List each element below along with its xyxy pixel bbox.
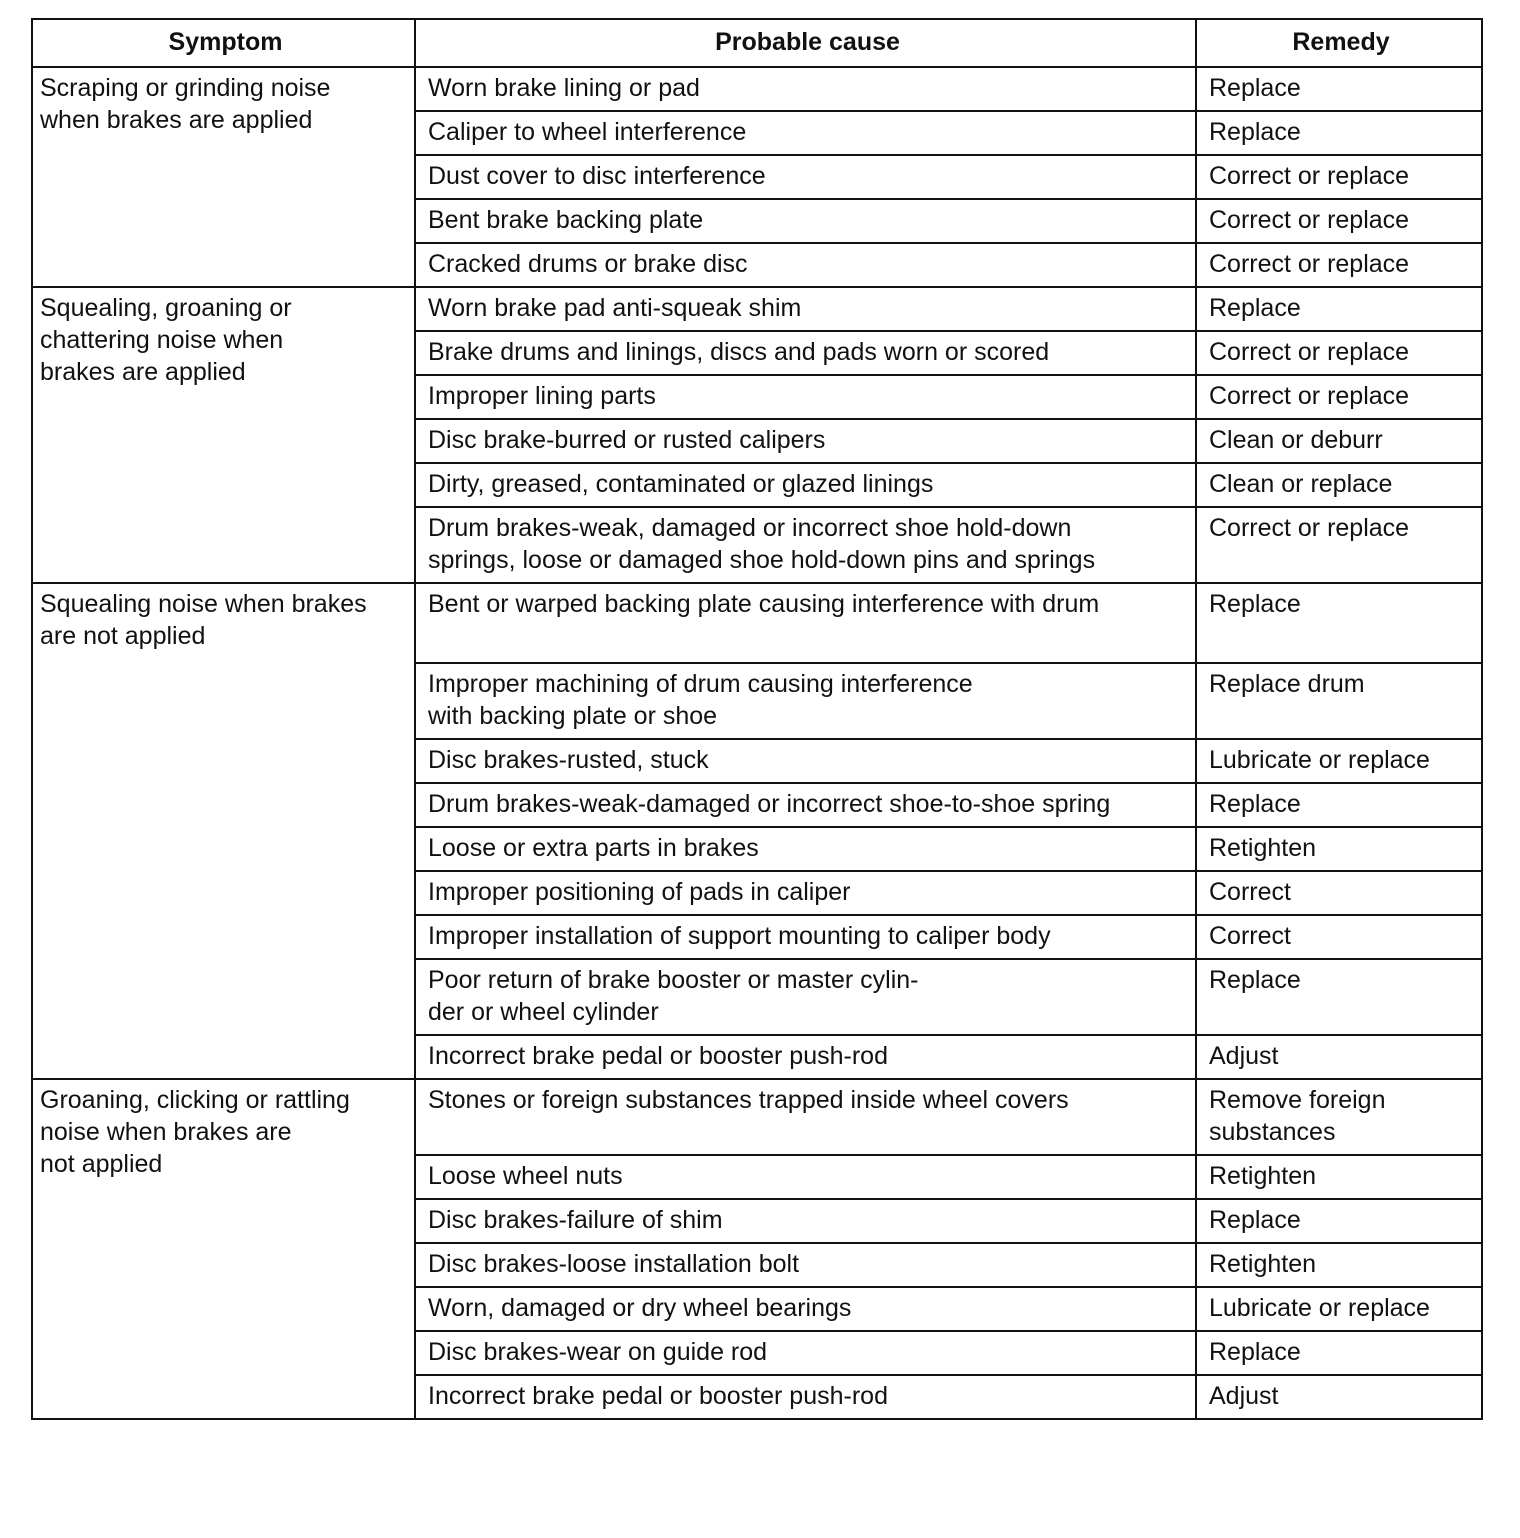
cause-header: Probable cause bbox=[415, 19, 1196, 67]
table-row bbox=[32, 287, 1482, 331]
remedy-cell: Replace bbox=[1196, 1331, 1482, 1375]
cause-cell: Incorrect brake pedal or booster push-rod bbox=[415, 1035, 1196, 1079]
remedy-cell: Replace bbox=[1196, 287, 1482, 331]
remedy-cell: Clean or deburr bbox=[1196, 419, 1482, 463]
cause-cell: Poor return of brake booster or master cylin- der or wheel cylinder bbox=[415, 959, 1196, 1035]
cause-cell: Brake drums and linings, discs and pads worn or scored bbox=[415, 331, 1196, 375]
remedy-cell: Correct or replace bbox=[1196, 243, 1482, 287]
cause-cell: Dust cover to disc interference bbox=[415, 155, 1196, 199]
remedy-cell: Correct or replace bbox=[1196, 331, 1482, 375]
remedy-cell: Adjust bbox=[1196, 1035, 1482, 1079]
remedy-cell: Replace bbox=[1196, 583, 1482, 663]
cause-cell: Bent brake backing plate bbox=[415, 199, 1196, 243]
cause-cell: Bent or warped backing plate causing interference with drum bbox=[415, 583, 1196, 663]
remedy-cell: Correct or replace bbox=[1196, 155, 1482, 199]
cause-cell: Worn brake lining or pad bbox=[415, 67, 1196, 111]
remedy-cell: Replace bbox=[1196, 111, 1482, 155]
header-row bbox=[32, 19, 1482, 67]
remedy-cell: Correct bbox=[1196, 871, 1482, 915]
symptom-cell: Squealing, groaning or chattering noise when brakes are applied bbox=[32, 287, 415, 583]
cause-cell: Disc brakes-failure of shim bbox=[415, 1199, 1196, 1243]
remedy-cell: Correct bbox=[1196, 915, 1482, 959]
remedy-cell: Replace drum bbox=[1196, 663, 1482, 739]
cause-cell: Worn, damaged or dry wheel bearings bbox=[415, 1287, 1196, 1331]
remedy-cell: Replace bbox=[1196, 959, 1482, 1035]
table-row bbox=[32, 67, 1482, 111]
cause-cell: Incorrect brake pedal or booster push-rod bbox=[415, 1375, 1196, 1419]
remedy-cell: Lubricate or replace bbox=[1196, 1287, 1482, 1331]
remedy-header: Remedy bbox=[1196, 19, 1482, 67]
cause-cell: Drum brakes-weak, damaged or incorrect shoe hold-down springs, loose or damaged shoe hold-down pins and springs bbox=[415, 507, 1196, 583]
cause-cell: Worn brake pad anti-squeak shim bbox=[415, 287, 1196, 331]
remedy-cell: Retighten bbox=[1196, 827, 1482, 871]
cause-cell: Cracked drums or brake disc bbox=[415, 243, 1196, 287]
remedy-cell: Remove foreign substances bbox=[1196, 1079, 1482, 1155]
remedy-cell: Correct or replace bbox=[1196, 375, 1482, 419]
remedy-cell: Replace bbox=[1196, 67, 1482, 111]
cause-cell: Disc brakes-wear on guide rod bbox=[415, 1331, 1196, 1375]
cause-cell: Disc brake-burred or rusted calipers bbox=[415, 419, 1196, 463]
symptom-cell: Groaning, clicking or rattling noise when brakes are not applied bbox=[32, 1079, 415, 1419]
cause-cell: Disc brakes-rusted, stuck bbox=[415, 739, 1196, 783]
symptom-cell: Squealing noise when brakes are not applied bbox=[32, 583, 415, 1079]
table-body bbox=[32, 67, 1482, 1419]
table-row bbox=[32, 1079, 1482, 1155]
remedy-cell: Correct or replace bbox=[1196, 507, 1482, 583]
remedy-cell: Lubricate or replace bbox=[1196, 739, 1482, 783]
cause-cell: Drum brakes-weak-damaged or incorrect shoe-to-shoe spring bbox=[415, 783, 1196, 827]
cause-cell: Dirty, greased, contaminated or glazed linings bbox=[415, 463, 1196, 507]
remedy-cell: Clean or replace bbox=[1196, 463, 1482, 507]
symptom-header: Symptom bbox=[32, 19, 415, 67]
remedy-cell: Retighten bbox=[1196, 1243, 1482, 1287]
remedy-cell: Retighten bbox=[1196, 1155, 1482, 1199]
cause-cell: Loose wheel nuts bbox=[415, 1155, 1196, 1199]
cause-cell: Improper installation of support mounting to caliper body bbox=[415, 915, 1196, 959]
remedy-cell: Replace bbox=[1196, 783, 1482, 827]
cause-cell: Improper machining of drum causing interference with backing plate or shoe bbox=[415, 663, 1196, 739]
cause-cell: Stones or foreign substances trapped inside wheel covers bbox=[415, 1079, 1196, 1155]
cause-cell: Improper lining parts bbox=[415, 375, 1196, 419]
cause-cell: Disc brakes-loose installation bolt bbox=[415, 1243, 1196, 1287]
troubleshooting-table bbox=[31, 18, 1483, 1420]
remedy-cell: Replace bbox=[1196, 1199, 1482, 1243]
symptom-cell: Scraping or grinding noise when brakes are applied bbox=[32, 67, 415, 287]
cause-cell: Loose or extra parts in brakes bbox=[415, 827, 1196, 871]
table-row bbox=[32, 583, 1482, 663]
cause-cell: Improper positioning of pads in caliper bbox=[415, 871, 1196, 915]
cause-cell: Caliper to wheel interference bbox=[415, 111, 1196, 155]
remedy-cell: Correct or replace bbox=[1196, 199, 1482, 243]
remedy-cell: Adjust bbox=[1196, 1375, 1482, 1419]
